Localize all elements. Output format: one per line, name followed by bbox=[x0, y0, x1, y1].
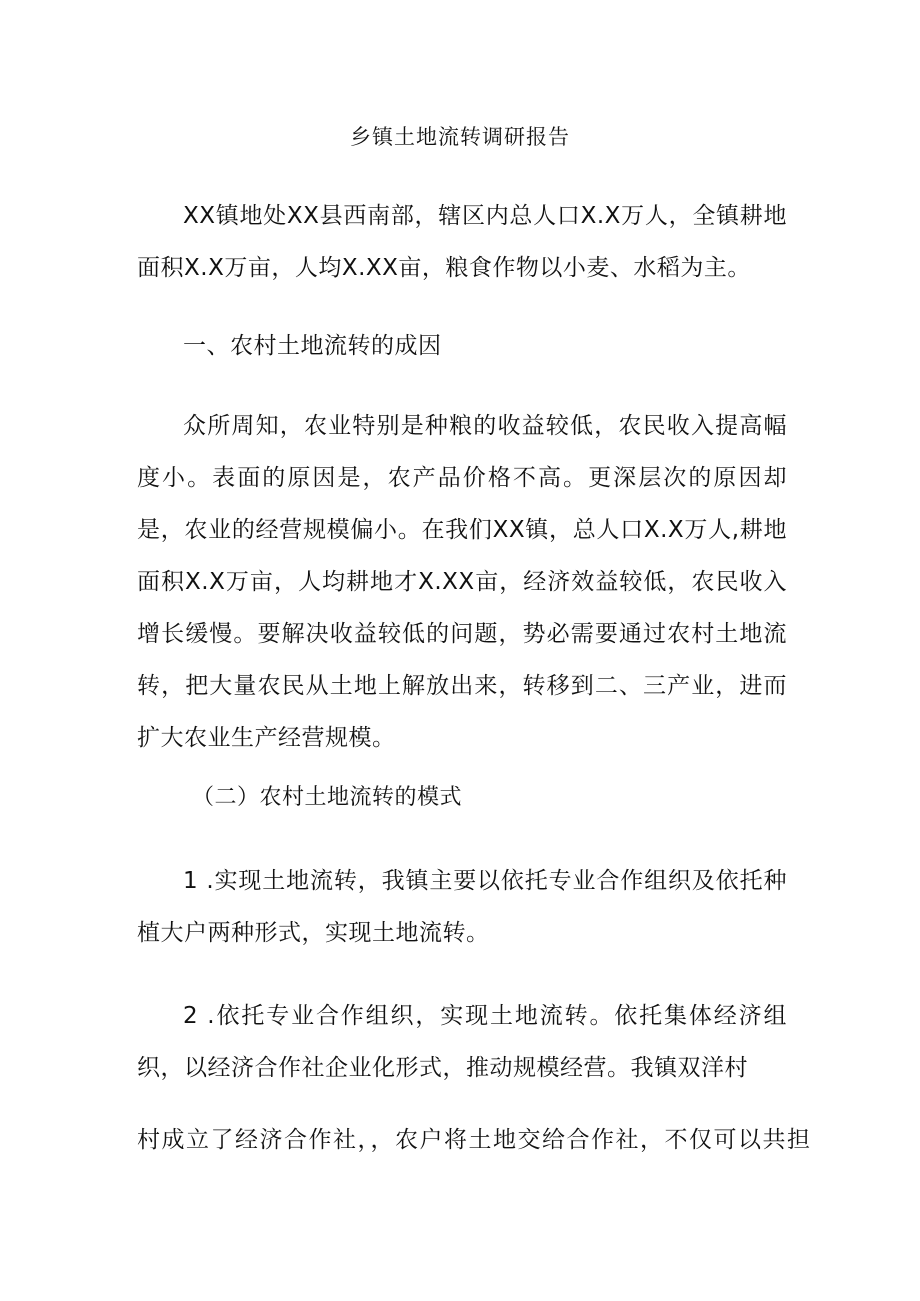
page-title: 乡镇土地流转调研报告 bbox=[350, 125, 570, 149]
list-item-1: 1 .实现土地流转，我镇主要以依托专业合作组织及依托种植大户两种形式，实现土地流转。 bbox=[137, 868, 787, 946]
causes-paragraph: 众所周知，农业特别是种粮的收益较低，农民收入提高幅度小。表面的原因是，农产品价格不高。更深层次的原因却是，农业的经营规模偏小。在我们XX镇，总人口X.X万人,耕地面积X.X万亩，人均耕地才X.XX亩，经济效益较低，农民收入增长缓慢。要解决收益较低的问题，势必需要通过农村土地流转，把大量农民从土地上解放出来，转移到二、三产业，进而扩大农业生产经营规模。 bbox=[137, 413, 787, 751]
section-heading-models: （二）农村土地流转的模式 bbox=[192, 785, 463, 810]
section-heading-causes: 一、农村土地流转的成因 bbox=[183, 333, 442, 359]
continuation-paragraph: 村成立了经济合作社，，农户将土地交给合作社，不仅可以共担 bbox=[137, 1127, 812, 1153]
intro-paragraph: XX镇地处XX县西南部，辖区内总人口X.X万人，全镇耕地面积X.X万亩，人均X.XX亩，粮食作物以小麦、水稻为主。 bbox=[137, 203, 787, 281]
list-item-2: 2 .依托专业合作组织，实现土地流转。依托集体经济组织，以经济合作社企业化形式，推动规模经营。我镇双洋村 bbox=[137, 1003, 787, 1081]
